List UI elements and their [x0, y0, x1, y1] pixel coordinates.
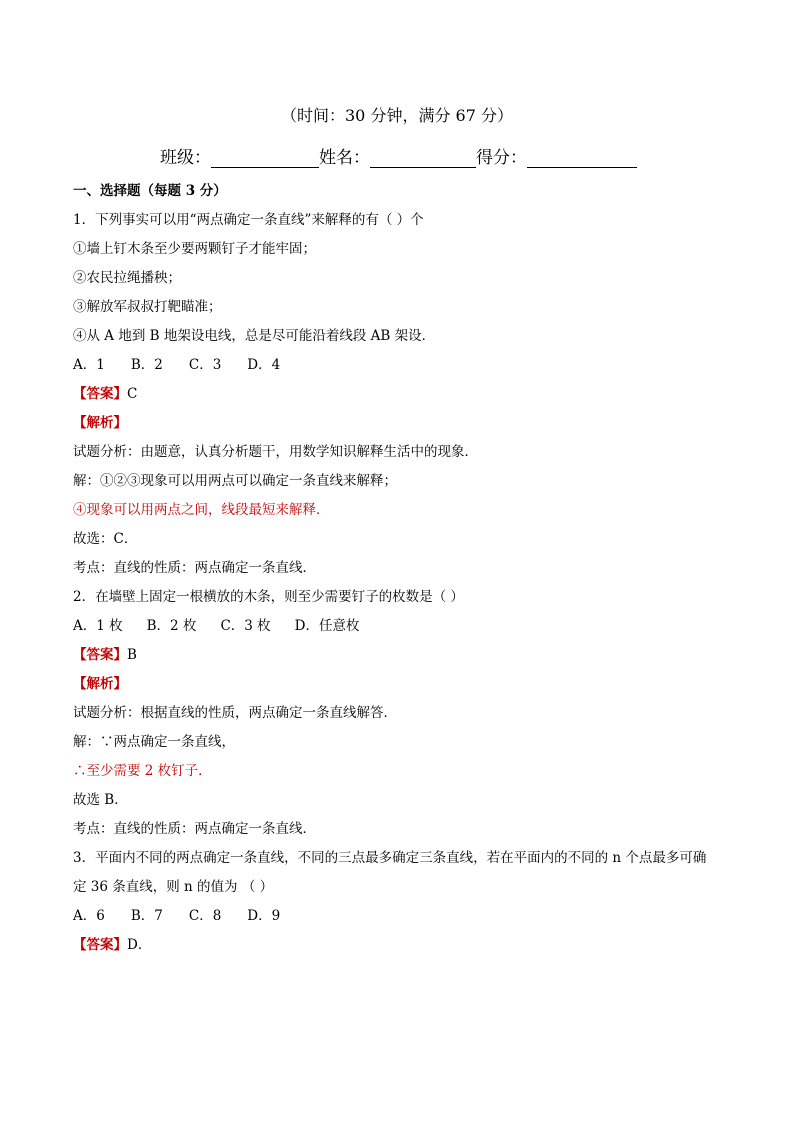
q3-option-c: C．8 [188, 908, 222, 924]
class-blank [211, 147, 319, 168]
q1-option-a: A．1 [73, 357, 105, 373]
q1-analysis-line: ④现象可以用两点之间，线段最短来解释． [73, 502, 330, 518]
q1-analysis-line: 试题分析：由题意，认真分析题干，用数学知识解释生活中的现象． [73, 444, 478, 460]
q1-answer-value: C [127, 386, 138, 402]
q2-analysis-line: 故选 B． [73, 792, 128, 808]
q1-stem: 1．下列事实可以用“两点确定一条直线”来解释的有（ ）个 [73, 212, 424, 228]
q2-answer [73, 646, 733, 664]
q3-stem-line: 定 36 条直线，则 n 的值为 （ ） [73, 879, 274, 895]
question-content [73, 182, 733, 965]
exam-meta: （时间：30 分钟，满分 67 分） [281, 106, 513, 125]
q1-item: ③解放军叔叔打靶瞄准； [73, 299, 222, 315]
q3-stem-line: 3．平面内不同的两点确定一条直线，不同的三点最多确定三条直线，若在平面内的不同的 n 个点最多可确 [73, 850, 707, 866]
class-label: 班级： [160, 148, 211, 168]
q2-analysis-line: 考点：直线的性质：两点确定一条直线． [73, 821, 316, 837]
q1-item: ①墙上钉木条至少要两颗钉子才能牢固； [73, 241, 316, 257]
q1-item: ②农民拉绳播秧； [73, 270, 181, 286]
q2-option-c: C．3 枚 [220, 618, 271, 634]
q1-analysis-line: 考点：直线的性质：两点确定一条直线． [73, 560, 316, 576]
q3-answer-label: 【答案】 [73, 937, 127, 953]
q1-option-d: D．4 [247, 357, 281, 373]
q3-option-a: A．6 [73, 908, 105, 924]
score-blank [527, 147, 637, 168]
q3-option-b: B．7 [130, 908, 163, 924]
q3-options [73, 907, 733, 925]
q2-options [73, 617, 733, 635]
q2-option-b: B．2 枚 [146, 618, 197, 634]
name-blank [370, 147, 476, 168]
q2-stem: 2．在墙壁上固定一根横放的木条，则至少需要钉子的枚数是（ ） [73, 589, 464, 605]
q2-option-a: A．1 枚 [73, 618, 123, 634]
q1-analysis-line: 故选：C． [73, 531, 138, 547]
q3-option-d: D．9 [247, 908, 281, 924]
section-heading: 一、选择题（每题 3 分） [73, 183, 227, 199]
q1-options [73, 356, 733, 374]
q2-analysis-line: 解：∵两点确定一条直线， [73, 734, 235, 750]
q2-analysis-label: 【解析】 [73, 676, 127, 692]
student-info-fields [160, 145, 637, 171]
q3-answer [73, 936, 733, 954]
q2-analysis-line: ∴至少需要 2 枚钉子． [73, 763, 212, 779]
q2-answer-value: B [127, 647, 137, 663]
q3-answer-value: D． [127, 937, 152, 953]
name-label: 姓名： [319, 148, 370, 168]
q1-option-b: B．2 [130, 357, 163, 373]
q1-option-c: C．3 [188, 357, 222, 373]
q1-answer-label: 【答案】 [73, 386, 127, 402]
q2-answer-label: 【答案】 [73, 647, 127, 663]
q1-item: ④从 A 地到 B 地架设电线，总是尽可能沿着线段 AB 架设． [73, 328, 436, 344]
q2-analysis-line: 试题分析：根据直线的性质，两点确定一条直线解答． [73, 705, 397, 721]
q1-analysis-label: 【解析】 [73, 415, 127, 431]
q2-option-d: D．任意枚 [294, 618, 360, 634]
q1-analysis-line: 解：①②③现象可以用两点可以确定一条直线来解释； [73, 473, 397, 489]
q1-answer [73, 385, 733, 403]
score-label: 得分： [476, 148, 527, 168]
